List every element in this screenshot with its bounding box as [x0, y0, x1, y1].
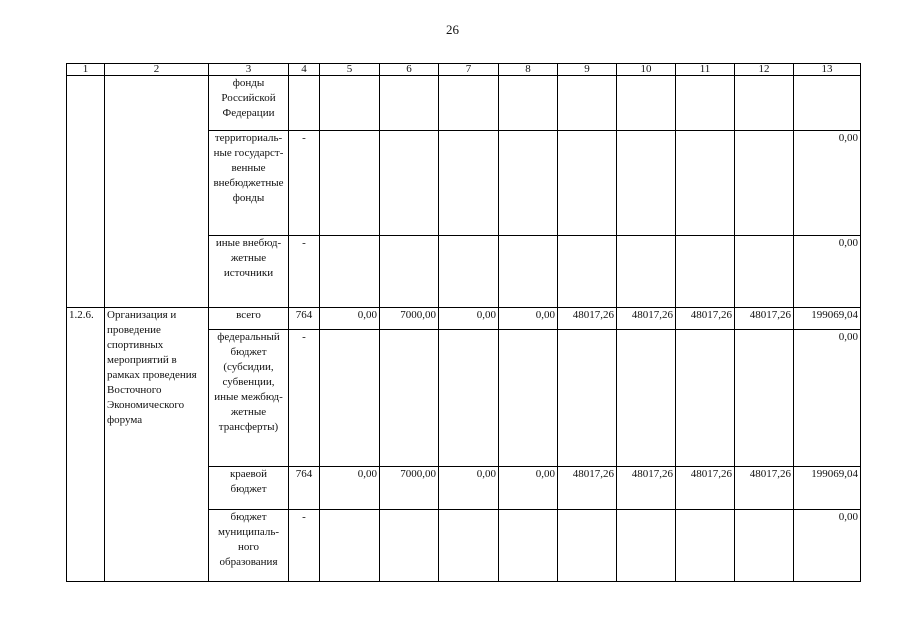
value-cell [558, 131, 617, 236]
value-cell [439, 510, 499, 582]
value-cell [380, 131, 439, 236]
value-cell: 199069,04 [794, 308, 861, 330]
value-cell: 48017,26 [617, 308, 676, 330]
col-header: 12 [735, 64, 794, 76]
value-cell: - [289, 131, 320, 236]
value-cell [499, 510, 558, 582]
value-cell: 7000,00 [380, 467, 439, 510]
value-cell [617, 510, 676, 582]
value-cell: 0,00 [320, 467, 380, 510]
value-cell [320, 236, 380, 308]
value-cell: 764 [289, 308, 320, 330]
value-cell [735, 131, 794, 236]
value-cell: - [289, 330, 320, 467]
value-cell [617, 236, 676, 308]
col-header: 7 [439, 64, 499, 76]
source-cell: территориаль-ные государст-венные внебюджетные фонды [209, 131, 289, 236]
item-name-cell: Организация и проведение спортивных мероприятий в рамках проведения Восточного Экономического форума [105, 308, 209, 582]
source-cell: федеральный бюджет (субсидии, субвенции, иные межбюд-жетные трансферты) [209, 330, 289, 467]
value-cell [558, 236, 617, 308]
value-cell: 0,00 [499, 308, 558, 330]
value-cell: 48017,26 [558, 467, 617, 510]
source-cell: всего [209, 308, 289, 330]
value-cell [499, 236, 558, 308]
col-header: 5 [320, 64, 380, 76]
item-code-cell: 1.2.6. [67, 308, 105, 582]
value-cell [439, 330, 499, 467]
value-cell [794, 76, 861, 131]
col-header: 1 [67, 64, 105, 76]
col-header: 9 [558, 64, 617, 76]
value-cell [676, 131, 735, 236]
value-cell [676, 330, 735, 467]
col-header: 10 [617, 64, 676, 76]
value-cell: 48017,26 [676, 467, 735, 510]
value-cell [439, 76, 499, 131]
value-cell [617, 131, 676, 236]
value-cell [735, 236, 794, 308]
value-cell [617, 76, 676, 131]
value-cell: 0,00 [439, 308, 499, 330]
col-header: 4 [289, 64, 320, 76]
value-cell [617, 330, 676, 467]
col-header: 2 [105, 64, 209, 76]
col-header: 8 [499, 64, 558, 76]
source-cell: бюджет муниципаль-ного образования [209, 510, 289, 582]
value-cell: 0,00 [794, 330, 861, 467]
value-cell [735, 510, 794, 582]
value-cell [380, 236, 439, 308]
item-code-cell [67, 76, 105, 308]
page-number: 26 [446, 22, 459, 37]
value-cell [676, 76, 735, 131]
value-cell [289, 76, 320, 131]
source-cell: иные внебюд-жетные источники [209, 236, 289, 308]
value-cell [320, 76, 380, 131]
value-cell [499, 131, 558, 236]
col-header: 3 [209, 64, 289, 76]
value-cell: 0,00 [320, 308, 380, 330]
value-cell [735, 76, 794, 131]
value-cell: 0,00 [439, 467, 499, 510]
value-cell [676, 510, 735, 582]
table-row [67, 76, 861, 131]
value-cell: 0,00 [794, 131, 861, 236]
column-number-row [67, 64, 861, 76]
value-cell: 7000,00 [380, 308, 439, 330]
value-cell [439, 131, 499, 236]
value-cell: 0,00 [499, 467, 558, 510]
source-cell: краевой бюджет [209, 467, 289, 510]
col-header: 11 [676, 64, 735, 76]
value-cell: 0,00 [794, 510, 861, 582]
source-cell: фонды Российской Федерации [209, 76, 289, 131]
value-cell: 48017,26 [735, 308, 794, 330]
value-cell [439, 236, 499, 308]
value-cell [735, 330, 794, 467]
value-cell [320, 510, 380, 582]
value-cell: 48017,26 [676, 308, 735, 330]
value-cell [676, 236, 735, 308]
value-cell: 48017,26 [617, 467, 676, 510]
value-cell: - [289, 510, 320, 582]
value-cell [380, 510, 439, 582]
value-cell: 48017,26 [735, 467, 794, 510]
value-cell [380, 330, 439, 467]
col-header: 6 [380, 64, 439, 76]
value-cell [558, 510, 617, 582]
value-cell: 199069,04 [794, 467, 861, 510]
value-cell: 0,00 [794, 236, 861, 308]
table-row [67, 308, 861, 330]
value-cell: 48017,26 [558, 308, 617, 330]
value-cell: 764 [289, 467, 320, 510]
item-name-cell [105, 76, 209, 308]
value-cell: - [289, 236, 320, 308]
value-cell [499, 330, 558, 467]
value-cell [558, 76, 617, 131]
value-cell [499, 76, 558, 131]
value-cell [558, 330, 617, 467]
value-cell [320, 330, 380, 467]
col-header: 13 [794, 64, 861, 76]
value-cell [380, 76, 439, 131]
budget-table [66, 63, 861, 582]
value-cell [320, 131, 380, 236]
